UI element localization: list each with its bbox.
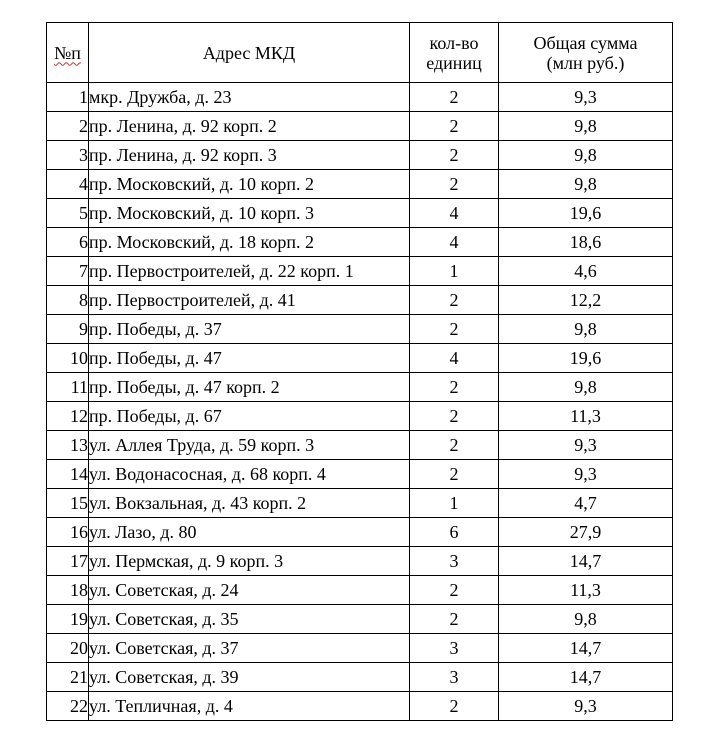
table-row [47,257,673,286]
table-row [47,460,673,489]
table-row [47,605,673,634]
cell-num: 6 [47,228,89,257]
cell-address: пр. Московский, д. 10 корп. 2 [89,170,410,199]
cell-num: 3 [47,141,89,170]
cell-qty: 4 [410,199,499,228]
cell-num: 19 [47,605,89,634]
cell-sum: 9,8 [499,315,673,344]
cell-address: пр. Ленина, д. 92 корп. 2 [89,112,410,141]
table-row [47,489,673,518]
cell-num: 12 [47,402,89,431]
cell-num: 2 [47,112,89,141]
cell-sum: 9,3 [499,83,673,112]
cell-num: 1 [47,83,89,112]
cell-num: 22 [47,692,89,721]
cell-sum: 14,7 [499,547,673,576]
cell-qty: 6 [410,518,499,547]
cell-qty: 2 [410,605,499,634]
cell-num: 10 [47,344,89,373]
cell-sum: 14,7 [499,634,673,663]
cell-qty: 2 [410,402,499,431]
cell-qty: 4 [410,344,499,373]
cell-num: 9 [47,315,89,344]
cell-num: 7 [47,257,89,286]
header-address [89,23,410,83]
cell-num: 11 [47,373,89,402]
cell-num: 13 [47,431,89,460]
cell-qty: 3 [410,634,499,663]
table-row [47,373,673,402]
table-row [47,547,673,576]
cell-address: пр. Победы, д. 47 [89,344,410,373]
cell-num: 14 [47,460,89,489]
cell-sum: 9,8 [499,373,673,402]
header-num-label: №п [54,42,81,63]
cell-qty: 2 [410,112,499,141]
table-row [47,83,673,112]
cell-num: 8 [47,286,89,315]
cell-qty: 2 [410,576,499,605]
table-row [47,576,673,605]
header-sum-line1: Общая сумма [533,32,638,53]
cell-sum: 27,9 [499,518,673,547]
header-sum-line2: (млн руб.) [546,52,625,73]
cell-sum: 14,7 [499,663,673,692]
cell-address: ул. Лазо, д. 80 [89,518,410,547]
table-row [47,634,673,663]
cell-qty: 2 [410,286,499,315]
cell-address: пр. Победы, д. 47 корп. 2 [89,373,410,402]
table-row [47,141,673,170]
cell-address: пр. Первостроителей, д. 22 корп. 1 [89,257,410,286]
cell-qty: 2 [410,170,499,199]
cell-address: ул. Вокзальная, д. 43 корп. 2 [89,489,410,518]
table-row [47,228,673,257]
cell-sum: 9,8 [499,141,673,170]
cell-address: мкр. Дружба, д. 23 [89,83,410,112]
cell-sum: 9,3 [499,460,673,489]
header-qty [410,23,499,83]
cell-sum: 11,3 [499,402,673,431]
cell-sum: 9,3 [499,431,673,460]
cell-address: пр. Победы, д. 37 [89,315,410,344]
cell-address: ул. Советская, д. 24 [89,576,410,605]
cell-qty: 2 [410,431,499,460]
cell-address: пр. Московский, д. 18 корп. 2 [89,228,410,257]
cell-address: пр. Ленина, д. 92 корп. 3 [89,141,410,170]
cell-num: 20 [47,634,89,663]
cell-qty: 2 [410,315,499,344]
table-row [47,315,673,344]
table-row [47,112,673,141]
cell-qty: 4 [410,228,499,257]
cell-address: пр. Первостроителей, д. 41 [89,286,410,315]
header-num [47,23,89,83]
header-qty-line2: единиц [426,52,482,73]
cell-address: ул. Пермская, д. 9 корп. 3 [89,547,410,576]
cell-address: ул. Аллея Труда, д. 59 корп. 3 [89,431,410,460]
cell-sum: 9,3 [499,692,673,721]
table-row [47,199,673,228]
cell-num: 15 [47,489,89,518]
cell-sum: 18,6 [499,228,673,257]
table-body [47,83,673,721]
cell-qty: 3 [410,547,499,576]
cell-qty: 2 [410,83,499,112]
address-table [46,22,673,721]
cell-qty: 2 [410,141,499,170]
cell-sum: 9,8 [499,170,673,199]
cell-num: 17 [47,547,89,576]
table-row [47,431,673,460]
table-row [47,402,673,431]
cell-address: ул. Советская, д. 35 [89,605,410,634]
cell-qty: 3 [410,663,499,692]
cell-num: 18 [47,576,89,605]
cell-qty: 1 [410,257,499,286]
cell-sum: 11,3 [499,576,673,605]
cell-address: пр. Победы, д. 67 [89,402,410,431]
cell-address: ул. Советская, д. 39 [89,663,410,692]
table-row [47,286,673,315]
cell-sum: 12,2 [499,286,673,315]
cell-qty: 1 [410,489,499,518]
cell-sum: 19,6 [499,344,673,373]
cell-num: 16 [47,518,89,547]
cell-address: ул. Советская, д. 37 [89,634,410,663]
cell-address: ул. Тепличная, д. 4 [89,692,410,721]
cell-num: 4 [47,170,89,199]
header-row [47,23,673,83]
cell-sum: 9,8 [499,112,673,141]
header-qty-line1: кол-во [429,32,479,53]
cell-sum: 9,8 [499,605,673,634]
cell-address: ул. Водонасосная, д. 68 корп. 4 [89,460,410,489]
table-row [47,170,673,199]
header-sum [499,23,673,83]
cell-sum: 4,6 [499,257,673,286]
cell-num: 21 [47,663,89,692]
cell-address: пр. Московский, д. 10 корп. 3 [89,199,410,228]
cell-qty: 2 [410,460,499,489]
table-row [47,663,673,692]
table-row [47,518,673,547]
cell-sum: 4,7 [499,489,673,518]
header-address-label: Адрес МКД [202,42,296,63]
cell-num: 5 [47,199,89,228]
cell-sum: 19,6 [499,199,673,228]
cell-qty: 2 [410,373,499,402]
table-row [47,692,673,721]
cell-qty: 2 [410,692,499,721]
table-row [47,344,673,373]
